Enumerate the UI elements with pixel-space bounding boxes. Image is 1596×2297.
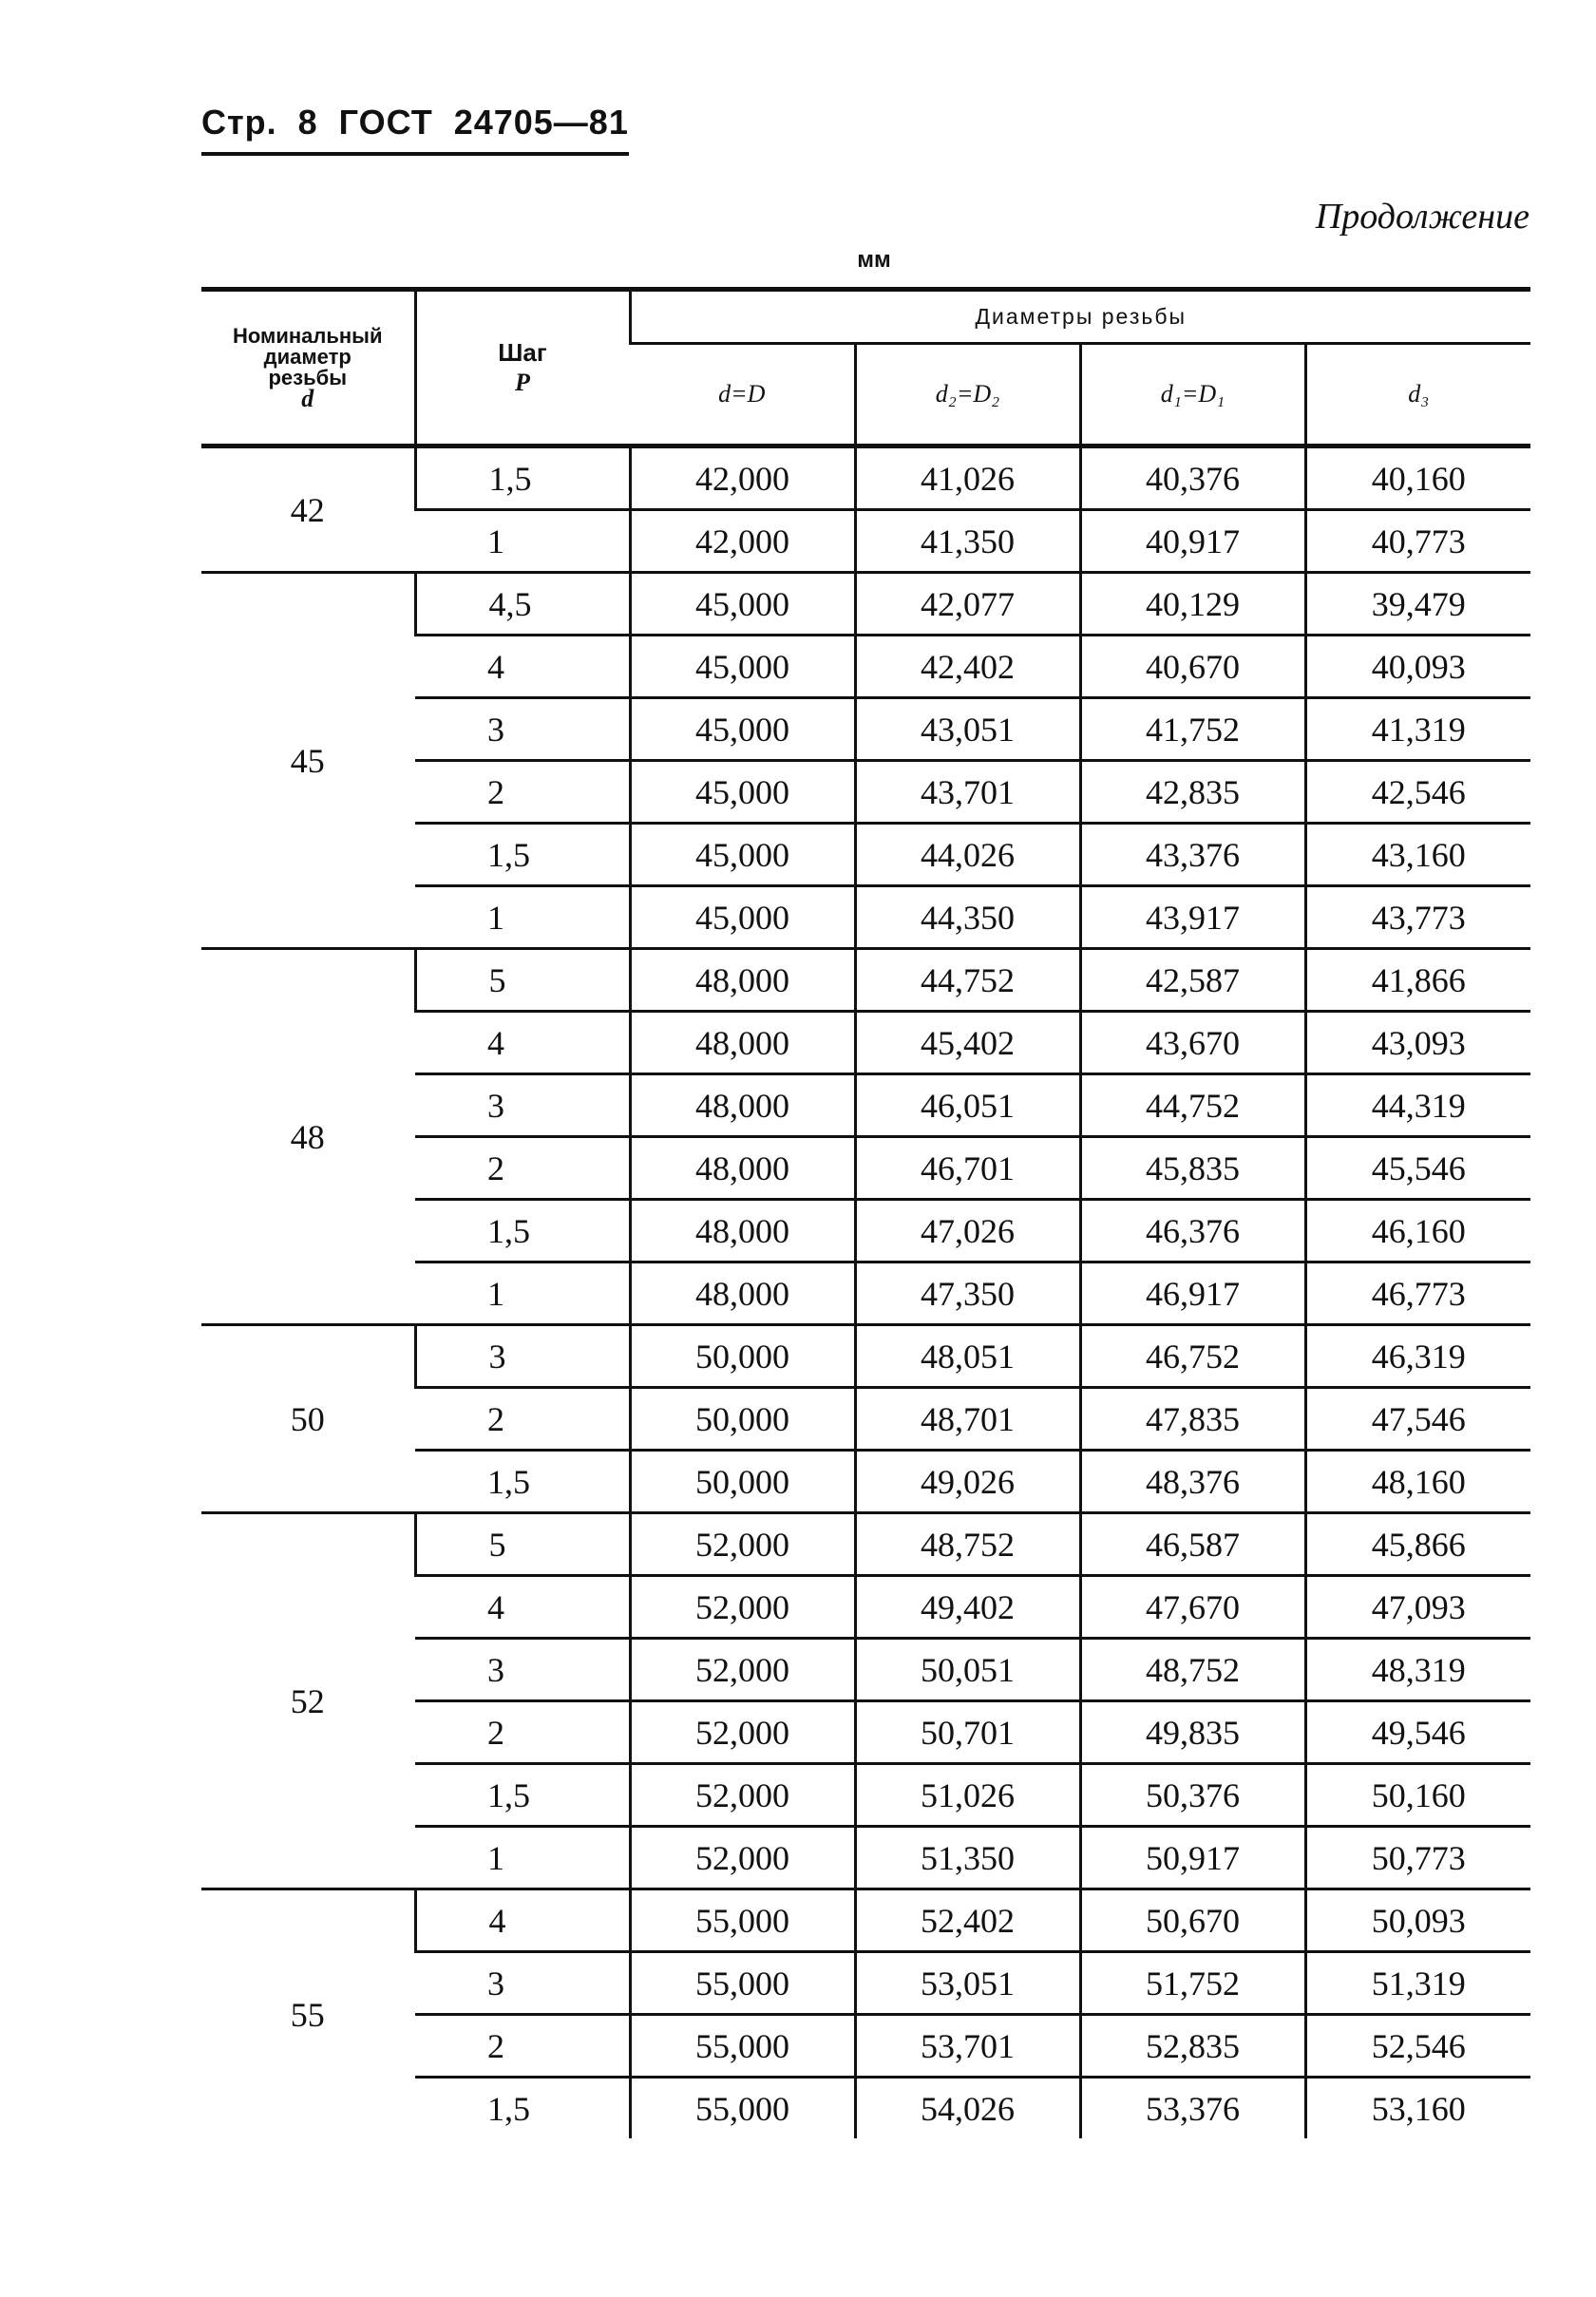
d1-cell: 43,917 [1080,886,1305,949]
d1-cell: 48,376 [1080,1451,1305,1513]
d-cell: 48,000 [630,1074,855,1137]
d-cell: 52,000 [630,1513,855,1576]
nominal-diameter-cell: 48 [201,949,415,1325]
d3-cell: 46,160 [1305,1200,1530,1262]
d-cell: 48,000 [630,1200,855,1262]
nominal-diameter-cell: 55 [290,1995,325,2034]
d-cell: 52,000 [630,1827,855,1889]
d-cell: 55,000 [630,2078,855,2139]
d3-cell: 45,546 [1305,1137,1530,1200]
d3-cell: 51,319 [1305,1952,1530,2015]
d1-cell: 48,752 [1080,1639,1305,1701]
pitch-cell: 1,5 [415,824,630,886]
nominal-diameter-cell: 42 [201,446,415,573]
d3-cell: 39,479 [1305,573,1530,636]
d3-cell: 53,160 [1305,2078,1530,2139]
pitch-cell: 3 [415,1325,630,1388]
d1-cell: 47,835 [1080,1388,1305,1451]
d1-cell: 49,835 [1080,1701,1305,1764]
d2-cell: 45,402 [855,1012,1080,1074]
d1-cell: 41,752 [1080,698,1305,761]
d1-cell: 43,376 [1080,824,1305,886]
d2-cell: 53,051 [855,1952,1080,2015]
d3-cell: 44,319 [1305,1074,1530,1137]
d1-cell: 46,752 [1080,1325,1305,1388]
d1-cell: 45,835 [1080,1137,1305,1200]
d-cell: 52,000 [630,1701,855,1764]
page-label: Стр. [201,103,277,142]
d1-cell: 50,376 [1080,1764,1305,1827]
d3-cell: 50,773 [1305,1827,1530,1889]
pitch-cell: 1,5 [487,2089,530,2128]
d1-cell: 40,917 [1080,510,1305,573]
d-cell: 52,000 [630,1576,855,1639]
d2-cell: 53,701 [855,2015,1080,2078]
d1-cell: 46,376 [1080,1200,1305,1262]
pitch-cell: 4 [415,1012,630,1074]
d2-cell: 51,026 [855,1764,1080,1827]
d2-cell: 44,026 [855,824,1080,886]
d2-cell: 44,350 [855,886,1080,949]
d3-cell: 48,319 [1305,1639,1530,1701]
pitch-cell: 1 [415,1262,630,1325]
d3-cell: 49,546 [1305,1701,1530,1764]
d1-cell: 51,752 [1080,1952,1305,2015]
d2-cell: 44,752 [855,949,1080,1012]
d3-cell: 50,160 [1305,1764,1530,1827]
pitch-cell: 2 [415,761,630,824]
d3-cell: 52,546 [1305,2015,1530,2078]
d2-cell: 49,026 [855,1451,1080,1513]
pitch-cell: 2 [415,1137,630,1200]
d-cell: 45,000 [630,698,855,761]
header-pitch: Шаг P [415,290,630,446]
d-cell: 52,000 [630,1639,855,1701]
d1-cell: 50,917 [1080,1827,1305,1889]
page-header [201,103,629,156]
pitch-cell: 3 [415,1074,630,1137]
pitch-cell: 2 [415,1388,630,1451]
standard-label: ГОСТ [338,103,433,142]
table-row [201,446,1530,510]
pitch-cell: 3 [415,1952,630,2015]
header-col-d3: d₃ [1305,343,1530,446]
d-cell: 48,000 [630,1262,855,1325]
d-cell: 45,000 [630,636,855,698]
pitch-cell: 4 [415,1576,630,1639]
d-cell: 45,000 [630,761,855,824]
header-nominal-diameter: Номинальный диаметр резьбы d [201,290,415,446]
d3-cell: 40,773 [1305,510,1530,573]
d3-cell: 46,319 [1305,1325,1530,1388]
pitch-cell: 1 [415,886,630,949]
pitch-cell: 1,5 [415,1764,630,1827]
d-cell: 45,000 [630,573,855,636]
table-row [201,949,1530,1012]
d-cell: 55,000 [630,1889,855,1952]
d2-cell: 48,051 [855,1325,1080,1388]
d2-cell: 52,402 [855,1889,1080,1952]
thread-diameter-table [201,287,1530,2138]
header-thread-diameters: Диаметры резьбы [630,290,1530,344]
table-row [201,1325,1530,1388]
d-cell: 50,000 [630,1388,855,1451]
header-col-d1: d₁=D₁ [1080,343,1305,446]
d3-cell: 45,866 [1305,1513,1530,1576]
d-cell: 45,000 [630,886,855,949]
d-cell: 42,000 [630,510,855,573]
nominal-diameter-cell: 52 [201,1513,415,1889]
d2-cell: 46,051 [855,1074,1080,1137]
d-cell: 48,000 [630,949,855,1012]
units-label: мм [857,247,891,273]
pitch-cell: 1 [415,1827,630,1889]
pitch-cell: 4 [415,1889,630,1952]
d3-cell: 41,319 [1305,698,1530,761]
d-cell: 55,000 [630,1952,855,2015]
d2-cell: 46,701 [855,1137,1080,1200]
d1-cell: 46,587 [1080,1513,1305,1576]
d2-cell: 43,051 [855,698,1080,761]
d-cell: 48,000 [630,1137,855,1200]
pitch-cell: 1,5 [415,1451,630,1513]
nominal-diameter-cell: 50 [201,1325,415,1513]
d2-cell: 41,350 [855,510,1080,573]
d2-cell: 47,350 [855,1262,1080,1325]
d3-cell: 40,160 [1305,446,1530,510]
pitch-cell: 1,5 [415,1200,630,1262]
d1-cell: 46,917 [1080,1262,1305,1325]
d2-cell: 54,026 [855,2078,1080,2139]
d-cell: 45,000 [630,824,855,886]
d1-cell: 44,752 [1080,1074,1305,1137]
d1-cell: 40,376 [1080,446,1305,510]
d2-cell: 42,077 [855,573,1080,636]
d-cell: 52,000 [630,1764,855,1827]
d2-cell: 50,701 [855,1701,1080,1764]
d2-cell: 49,402 [855,1576,1080,1639]
d1-cell: 47,670 [1080,1576,1305,1639]
page-number: 8 [297,103,318,142]
d-cell: 48,000 [630,1012,855,1074]
d2-cell: 51,350 [855,1827,1080,1889]
d2-cell: 47,026 [855,1200,1080,1262]
d1-cell: 42,835 [1080,761,1305,824]
d-cell: 55,000 [630,2015,855,2078]
table-row [201,573,1530,636]
d1-cell: 42,587 [1080,949,1305,1012]
d-cell: 50,000 [630,1325,855,1388]
d1-cell: 50,670 [1080,1889,1305,1952]
table-row [201,1889,1530,1952]
pitch-cell: 3 [415,1639,630,1701]
table-body [201,446,1530,2139]
pitch-cell: 2 [415,1701,630,1764]
d1-cell: 43,670 [1080,1012,1305,1074]
d2-cell: 41,026 [855,446,1080,510]
table-row [201,1513,1530,1576]
d1-cell: 53,376 [1080,2078,1305,2139]
header-col-d2: d₂=D₂ [855,343,1080,446]
d2-cell: 43,701 [855,761,1080,824]
pitch-cell: 4,5 [415,573,630,636]
pitch-cell: 1 [415,510,630,573]
d1-cell: 40,670 [1080,636,1305,698]
pitch-cell: 3 [415,698,630,761]
d3-cell: 40,093 [1305,636,1530,698]
d3-cell: 47,546 [1305,1388,1530,1451]
d-cell: 50,000 [630,1451,855,1513]
d3-cell: 47,093 [1305,1576,1530,1639]
d3-cell: 41,866 [1305,949,1530,1012]
pitch-cell: 4 [415,636,630,698]
d3-cell: 42,546 [1305,761,1530,824]
d2-cell: 48,752 [855,1513,1080,1576]
d2-cell: 42,402 [855,636,1080,698]
pitch-cell: 5 [415,1513,630,1576]
standard-number: 24705—81 [453,103,629,142]
header-col-d: d=D [630,343,855,446]
d3-cell: 46,773 [1305,1262,1530,1325]
d3-cell: 43,773 [1305,886,1530,949]
pitch-cell: 2 [415,2015,630,2078]
pitch-cell: 1,5 [415,446,630,510]
d2-cell: 50,051 [855,1639,1080,1701]
pitch-cell: 5 [415,949,630,1012]
d3-cell: 50,093 [1305,1889,1530,1952]
d3-cell: 43,093 [1305,1012,1530,1074]
d1-cell: 52,835 [1080,2015,1305,2078]
continuation-label: Продолжение [1315,197,1530,237]
d1-cell: 40,129 [1080,573,1305,636]
d-cell: 42,000 [630,446,855,510]
d3-cell: 43,160 [1305,824,1530,886]
nominal-diameter-cell: 45 [201,573,415,949]
d2-cell: 48,701 [855,1388,1080,1451]
d3-cell: 48,160 [1305,1451,1530,1513]
